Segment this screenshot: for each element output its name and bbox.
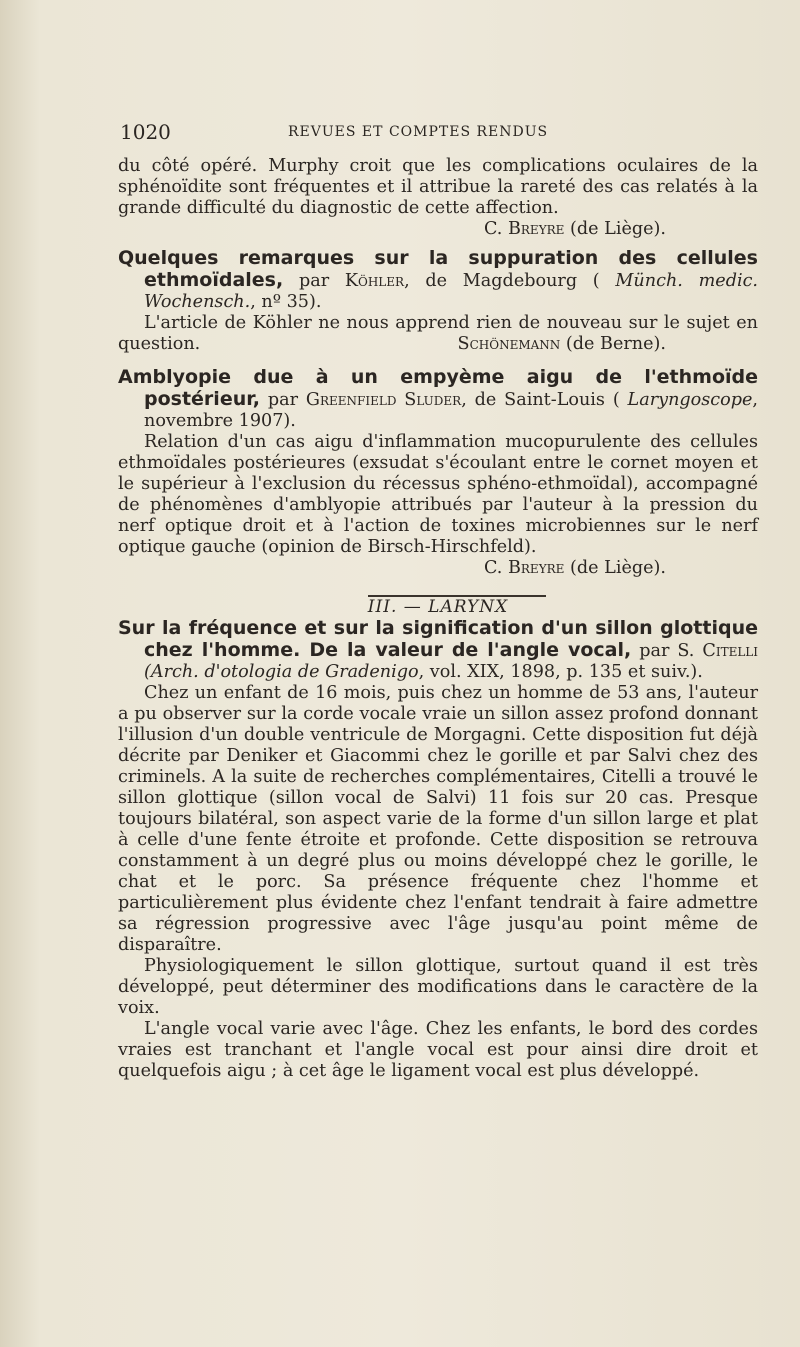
signature: C. Breyre (de Liège). (483, 558, 666, 578)
article-heading: Amblyopie due à un empyème aigu de l'ethmoïde postérieur, par Greenfield Sluder, de Saint-Louis ( Laryngoscope, novembre 1907). (118, 366, 758, 431)
text-column (118, 156, 758, 1082)
article-title: Quelques remarques sur la suppuration des cellules ethmoïdales, (118, 247, 758, 291)
paragraph: Relation d'un cas aigu d'inflammation mucopurulente des cellules ethmoïdales postérieures (exsudat s'écoulant entre le cornet moyen et le supérieur à l'exclusion du récessus sphéno-ethmoïdal), accompagné de phénomènes d'amblyopie attribués par l'auteur à la pression du nerf optique droit et à l'action de toxines microbiennes sur le nerf optique gauche (opinion de Birsch-Hirschfeld). (118, 432, 758, 557)
paragraph: L'article de Köhler ne nous apprend rien de nouveau sur le sujet en question. Schönemann (de Berne). (118, 313, 758, 354)
article-heading: Quelques remarques sur la suppuration des cellules ethmoïdales, par Köhler, de Magdebourg ( Münch. medic. Wochensch., nº 35). (118, 247, 759, 312)
paragraph: Chez un enfant de 16 mois, puis chez un homme de 53 ans, l'auteur a pu observer sur la corde vocale vraie un sillon assez profond donnant l'illusion d'un double ventricule de Morgagni. Cette disposition fut déjà décrite par Deniker et Giacommi chez le gorille et par Salvi chez des criminels. A la suite de recherches complémentaires, Citelli a trouvé le sillon glottique (sillon vocal de Salvi) 11 fois sur 20 cas. Presque toujours bilatéral, son aspect varie de la forme d'un sillon large et plat à celle d'une fente étroite et profonde. Cette disposition se retrouva constamment à un degré plus ou moins développé chez le gorille, le chat et le porc. Sa présence fréquente chez l'homme et particulièrement plus évidente chez l'enfant tendrait à faire admettre sa régression progressive avec l'âge jusqu'au point même de disparaître. (118, 683, 758, 955)
running-title: REVUES ET COMPTES RENDUS (288, 124, 549, 140)
signature: C. Breyre (de Liège). (483, 219, 666, 239)
article-title: Amblyopie due à un empyème aigu de l'ethmoïde postérieur, (118, 366, 758, 410)
paragraph: du côté opéré. Murphy croit que les complications oculaires de la sphénoïdite sont fréquentes et il attribue la rareté des cas relatés à la grande difficulté du diagnostic de cette affection. (118, 156, 758, 218)
section-title: III. — LARYNX (367, 597, 509, 617)
running-header (120, 120, 760, 150)
paragraph: Physiologiquement le sillon glottique, surtout quand il est très développé, peut déterminer des modifications dans le caractère de la voix. (118, 956, 758, 1018)
paragraph: L'angle vocal varie avec l'âge. Chez les enfants, le bord des cordes vraies est tranchant et l'angle vocal est pour ainsi dire droit et quelquefois aigu ; à cet âge le ligament vocal est plus développé. (118, 1019, 758, 1081)
page-number: 1020 (120, 120, 171, 144)
article-title: Sur la fréquence et sur la signification d'un sillon glottique chez l'homme. De la valeur de l'angle vocal, (118, 617, 758, 661)
signature: Schönemann (de Berne). (457, 334, 666, 354)
article-heading: Sur la fréquence et sur la signification d'un sillon glottique chez l'homme. De la valeur de l'angle vocal, par S. Citelli (Arch. d'otologia de Gradenigo, vol. XIX, 1898, p. 135 et suiv.). (118, 617, 759, 682)
